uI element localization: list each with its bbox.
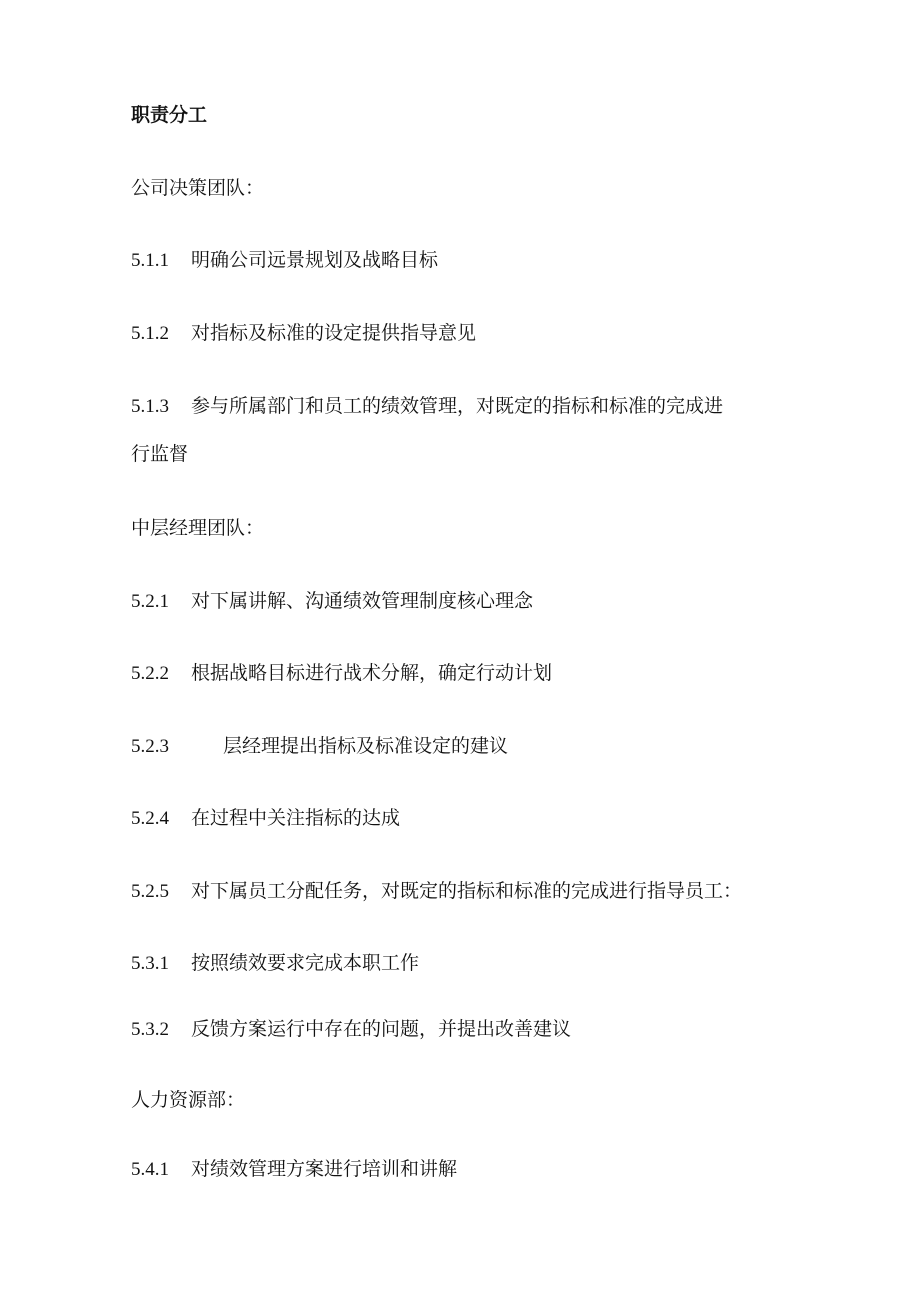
item-text: 在过程中关注指标的达成 xyxy=(191,807,401,829)
item-number: 5.1.1 xyxy=(131,250,169,271)
section-heading-decision-team: 公司决策团队： xyxy=(131,177,265,199)
list-item-5-1-2 xyxy=(131,320,860,346)
item-text: 对下属讲解、沟通绩效管理制度核心理念 xyxy=(191,590,534,612)
list-item-5-2-4 xyxy=(131,805,860,831)
item-text: 层经理提出指标及标准设定的建议 xyxy=(223,735,509,757)
item-text: 反馈方案运行中存在的问题，并提出改善建议 xyxy=(191,1018,572,1040)
list-item-5-3-2 xyxy=(131,1016,860,1042)
item-number: 5.2.5 xyxy=(131,881,169,902)
list-item-5-2-1 xyxy=(131,588,860,614)
list-item-5-1-3-continuation: 行监督 xyxy=(131,443,189,465)
list-item-5-2-3 xyxy=(131,733,860,759)
item-number: 5.3.2 xyxy=(131,1019,169,1040)
list-item-5-2-5 xyxy=(131,878,860,904)
item-text: 对绩效管理方案进行培训和讲解 xyxy=(191,1158,458,1180)
item-number: 5.1.3 xyxy=(131,396,169,417)
section-heading-middle-managers: 中层经理团队： xyxy=(131,517,265,539)
item-text: 参与所属部门和员工的绩效管理，对既定的指标和标准的完成进 xyxy=(191,395,724,417)
item-number: 5.2.4 xyxy=(131,808,169,829)
item-text: 对下属员工分配任务，对既定的指标和标准的完成进行指导员工： xyxy=(191,880,743,902)
item-text: 按照绩效要求完成本职工作 xyxy=(191,952,420,974)
item-number: 5.4.1 xyxy=(131,1159,169,1180)
item-number: 5.2.1 xyxy=(131,591,169,612)
item-number: 5.1.2 xyxy=(131,323,169,344)
item-number: 5.2.3 xyxy=(131,736,169,757)
item-text: 对指标及标准的设定提供指导意见 xyxy=(191,322,477,344)
section-heading-hr-department: 人力资源部： xyxy=(131,1089,246,1111)
list-item-5-2-2 xyxy=(131,660,860,686)
list-item-5-1-1 xyxy=(131,247,860,273)
list-item-5-4-1 xyxy=(131,1156,860,1182)
document-title: 职责分工 xyxy=(131,104,208,126)
list-item-5-3-1 xyxy=(131,950,860,976)
item-text: 明确公司远景规划及战略目标 xyxy=(191,249,439,271)
item-number: 5.2.2 xyxy=(131,663,169,684)
item-number: 5.3.1 xyxy=(131,953,169,974)
item-text: 根据战略目标进行战术分解，确定行动计划 xyxy=(191,662,553,684)
list-item-5-1-3 xyxy=(131,393,860,419)
